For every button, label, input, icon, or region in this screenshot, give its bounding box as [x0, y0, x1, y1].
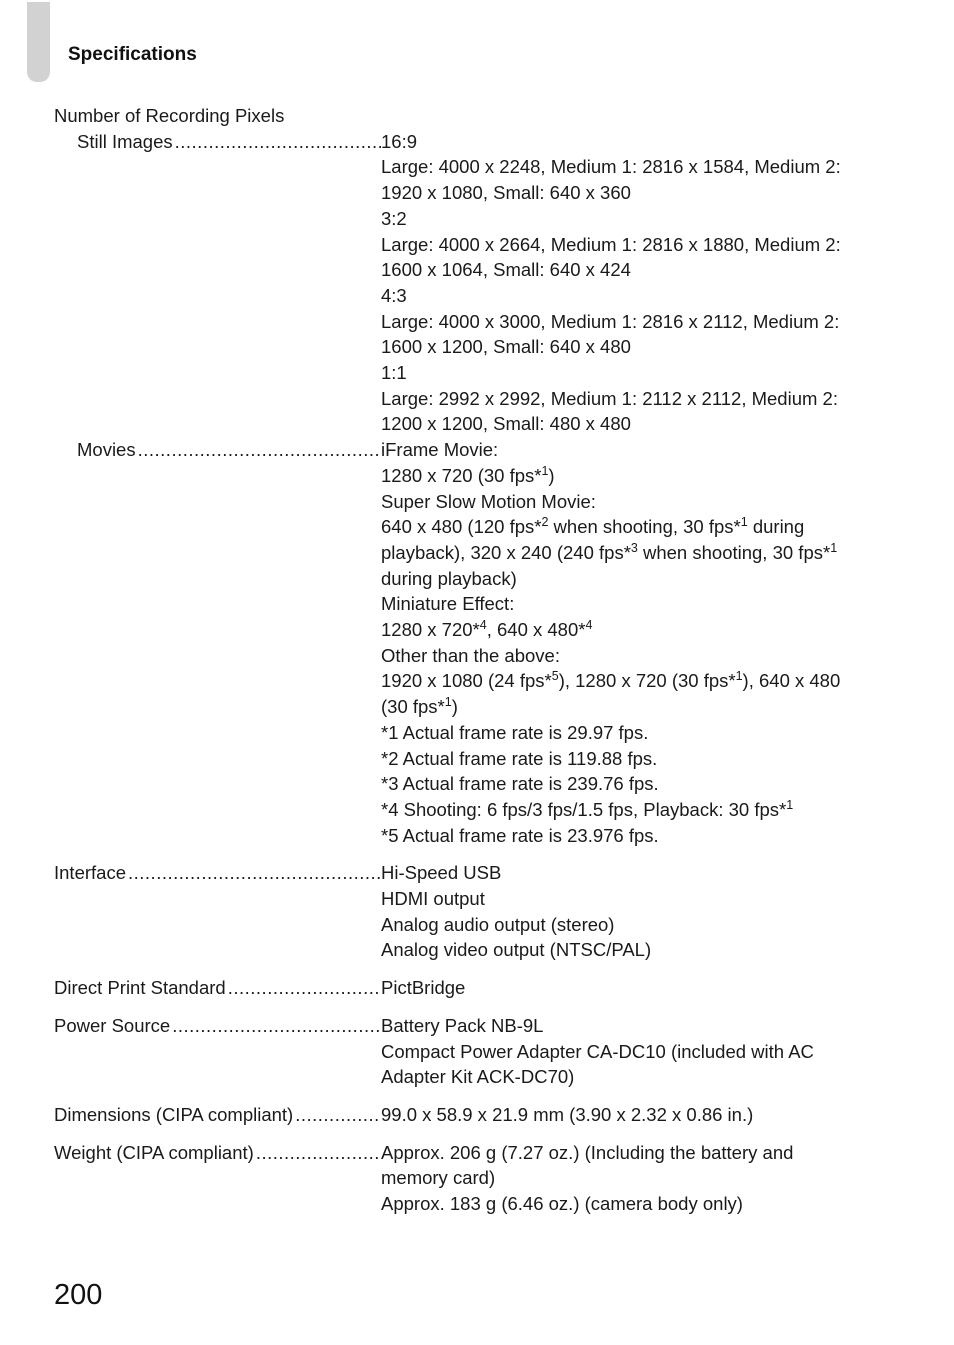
spec-value: Battery Pack NB-9L Compact Power Adapter CA-DC10 (included with AC Adapter Kit ACK-DC70)	[381, 1014, 814, 1088]
spec-row-dimensions	[54, 1102, 864, 1128]
chapter-tab-marker	[27, 2, 50, 82]
spec-value: Approx. 206 g (7.27 oz.) (Including the battery and memory card) Approx. 183 g (6.46 oz.) (camera body only)	[381, 1141, 794, 1215]
spec-value: 99.0 x 58.9 x 21.9 mm (3.90 x 2.32 x 0.86 in.)	[381, 1104, 754, 1125]
spec-label: Power Source .....	[54, 1013, 381, 1039]
page-number: 200	[54, 1279, 103, 1311]
spec-value: PictBridge	[381, 977, 466, 999]
spec-label: Still Images .....	[54, 129, 381, 155]
section-title: Specifications	[68, 44, 197, 65]
spec-label: Movies .....	[54, 437, 381, 463]
spec-label: Interface .....	[54, 860, 381, 886]
spec-label: Dimensions (CIPA compliant) .....	[54, 1102, 381, 1128]
recording-pixels-heading: Number of Recording Pixels	[54, 105, 285, 126]
spec-label: Weight (CIPA compliant) .....	[54, 1140, 381, 1166]
spec-row-direct-print	[54, 975, 864, 1001]
spec-row-interface	[54, 860, 864, 963]
spec-row-power-source	[54, 1013, 864, 1090]
spec-row-still-images	[54, 129, 864, 437]
spec-label: Direct Print Standard .....	[54, 975, 381, 1001]
spec-row-movies	[54, 437, 864, 848]
spec-value: Hi-Speed USB HDMI output Analog audio output (stereo) Analog video output (NTSC/PAL)	[381, 862, 652, 961]
specifications-list	[54, 103, 864, 1217]
spec-value: iFrame Movie: 1280 x 720 (30 fps*$^1$) Super Slow Motion Movie: 640 x 480 (120 fps*$^2$ when shooting, 30 fps*$^1$ during playback), 320 x 240 (240 fps*$^3$ when shooting, 30 fps*$^1$ during playback) Miniature Effect: 1280 x 720*$^4$, 640 x 480*$^4$ Other than the above: 1920 x 1080 (24 fps*$^5$), 1280 x 720 (30 fps*$^1$), 640 x 480 (30 fps*$^1$) *1 Actual frame rate is 29.97 fps. *2 Actual frame rate is 119.88 fps. *3 Actual frame rate is 239.76 fps. *4 Shooting: 6 fps/3 fps/1.5 fps, Playback: 30 fps*$^1$ *5 Actual frame rate is 23.976 fps.	[381, 439, 841, 846]
spec-row-weight	[54, 1140, 864, 1217]
spec-value: 16:9 Large: 4000 x 2248, Medium 1: 2816 x 1584, Medium 2: 1920 x 1080, Small: 640 x 360 3:2 Large: 4000 x 2664, Medium 1: 2816 x 1880, Medium 2: 1600 x 1064, Small: 640 x 424 4:3 Large: 4000 x 3000, Medium 1: 2816 x 2112, Medium 2: 1600 x 1200, Small: 640 x 480 1:1 Large: 2992 x 2992, Medium 1: 2112 x 2112, Medium 2: 1200 x 1200, Small: 480 x 480	[381, 130, 841, 435]
